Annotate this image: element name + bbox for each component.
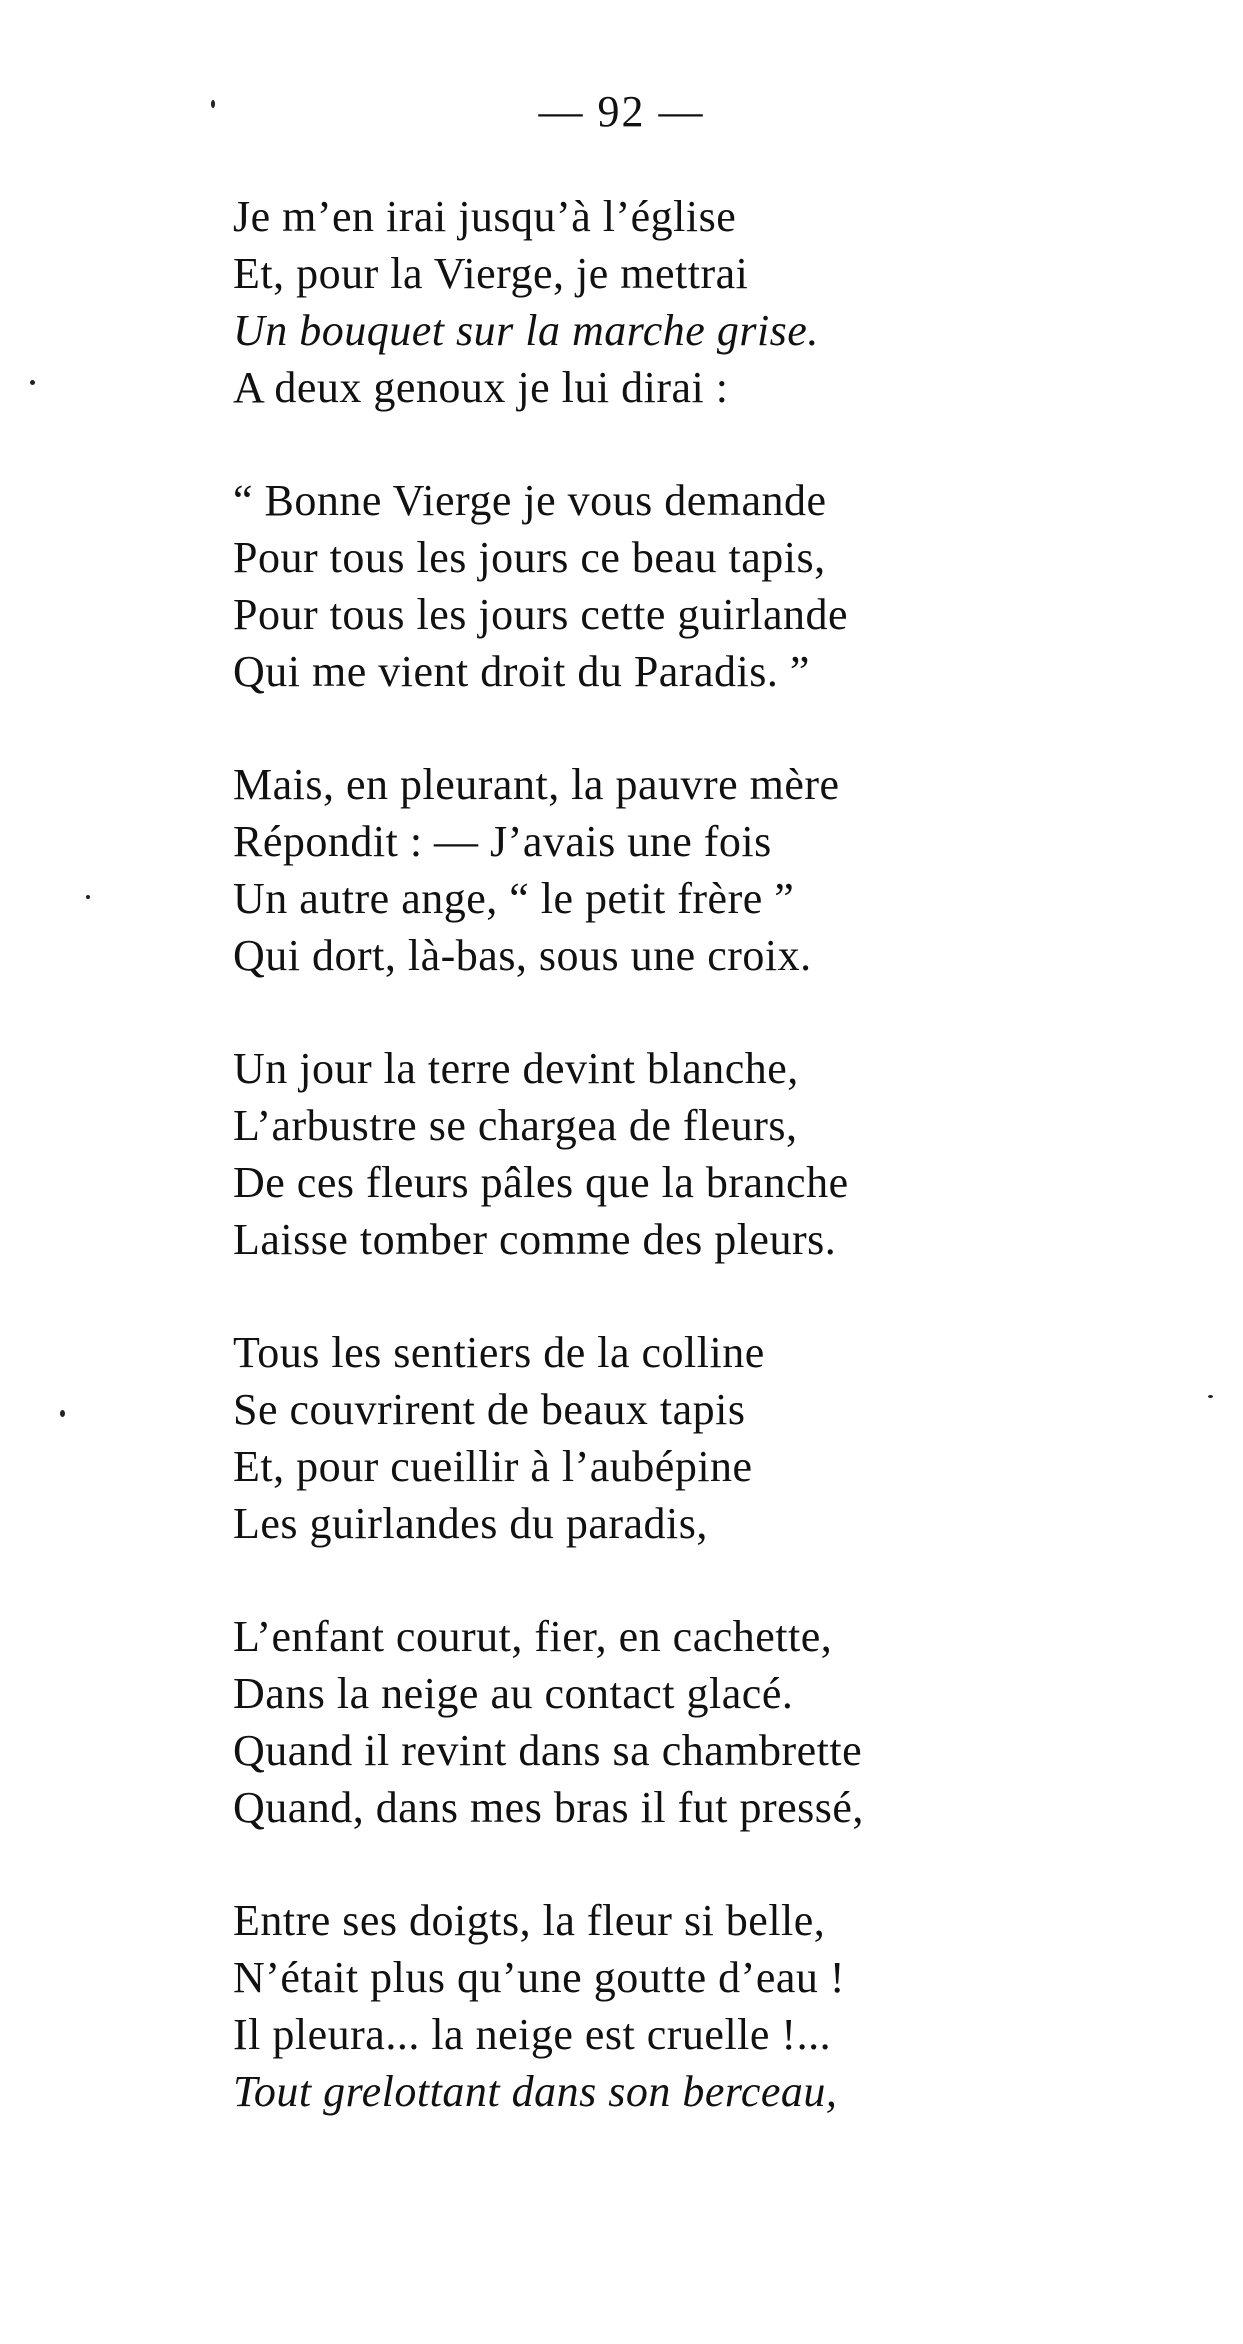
poem-line: Se couvrirent de beaux tapis [233, 1385, 746, 1434]
stanza [233, 188, 1133, 416]
page-number: — 92 — [538, 87, 705, 136]
poem [233, 188, 1133, 2176]
scan-speck [211, 100, 215, 108]
poem-line: Et, pour la Vierge, je mettrai [233, 249, 749, 298]
poem-line: Pour tous les jours ce beau tapis, [233, 533, 826, 582]
poem-line: Les guirlandes du paradis, [233, 1499, 708, 1548]
poem-line: Mais, en pleurant, la pauvre mère [233, 760, 840, 809]
poem-line: Qui me vient droit du Paradis. ” [233, 647, 810, 696]
stanza [233, 472, 1133, 700]
scan-speck [30, 380, 35, 385]
poem-line: L’arbustre se chargea de fleurs, [233, 1101, 798, 1150]
poem-line: Quand, dans mes bras il fut pressé, [233, 1783, 864, 1832]
stanza [233, 1892, 1133, 2120]
poem-line: Un bouquet sur la marche grise. [233, 306, 819, 355]
stanza [233, 1324, 1133, 1552]
scan-speck [1208, 1395, 1213, 1398]
poem-line: Laisse tomber comme des pleurs. [233, 1215, 837, 1264]
poem-line: Répondit : — J’avais une fois [233, 817, 772, 866]
poem-line: “ Bonne Vierge je vous demande [233, 476, 827, 525]
poem-line: Quand il revint dans sa chambrette [233, 1726, 863, 1775]
poem-line: Un autre ange, “ le petit frère ” [233, 874, 795, 923]
poem-line: Et, pour cueillir à l’aubépine [233, 1442, 753, 1491]
poem-line: De ces fleurs pâles que la branche [233, 1158, 849, 1207]
poem-line: Je m’en irai jusqu’à l’église [233, 192, 737, 241]
stanza [233, 1040, 1133, 1268]
scan-speck [60, 1410, 65, 1417]
poem-line: N’était plus qu’une goutte d’eau ! [233, 1953, 846, 2002]
stanza [233, 1608, 1133, 1836]
stanza [233, 756, 1133, 984]
poem-line: Qui dort, là-bas, sous une croix. [233, 931, 812, 980]
poem-line: Dans la neige au contact glacé. [233, 1669, 794, 1718]
poem-line: L’enfant courut, fier, en cachette, [233, 1612, 833, 1661]
poem-line: Pour tous les jours cette guirlande [233, 590, 849, 639]
poem-line: Tout grelottant dans son berceau, [233, 2067, 838, 2116]
poem-line: Entre ses doigts, la fleur si belle, [233, 1896, 826, 1945]
poem-line: A deux genoux je lui dirai : [233, 363, 729, 412]
poem-line: Tous les sentiers de la colline [233, 1328, 765, 1377]
poem-line: Un jour la terre devint blanche, [233, 1044, 799, 1093]
scan-speck [86, 895, 90, 899]
poem-line: Il pleura... la neige est cruelle !... [233, 2010, 832, 2059]
